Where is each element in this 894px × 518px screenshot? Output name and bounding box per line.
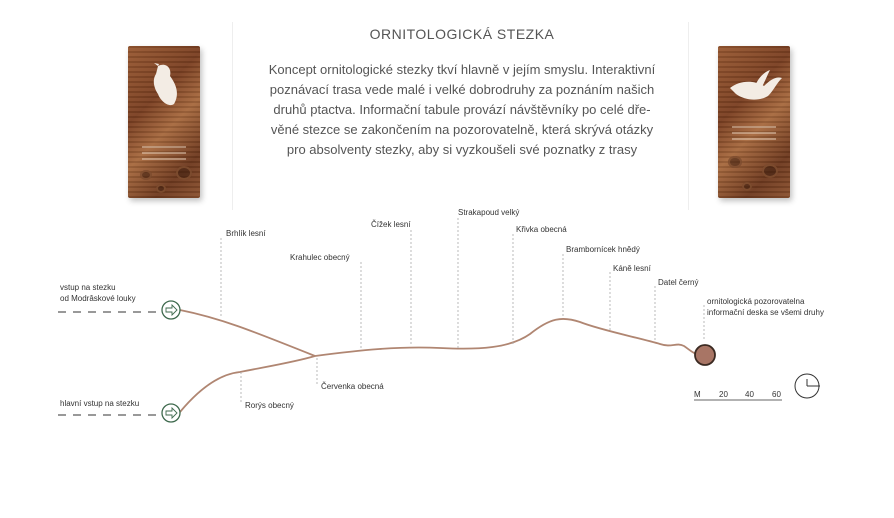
endpoint-label: ornitologická pozorovatelna — [707, 297, 805, 306]
station-label: Datel černý — [658, 278, 699, 287]
station-label: Červenka obecná — [321, 382, 384, 391]
description-line: pro absolventy stezky, aby si vyzkoušeli své poznatky z trasy — [286, 142, 638, 157]
entrance-arrow-icon — [162, 301, 180, 319]
station-label: Brambornícek hnědý — [566, 245, 640, 254]
description-line: věné stezce se zakončením na pozorovatelně, která skrývá otázky — [270, 122, 654, 137]
entrance-label: od Modrâskové louky — [60, 294, 136, 303]
scale-bar — [694, 390, 782, 400]
station-label: Čížek lesní — [371, 220, 411, 229]
station-label: Brhlík lesní — [226, 229, 266, 238]
north-arrow-icon — [795, 374, 820, 398]
scale-tick: 60 — [772, 390, 781, 399]
description-line: poznávací trasa vede malé i velké dobrodruhy za poznáním našich — [269, 82, 655, 97]
entrance-label: vstup na stezku — [60, 283, 116, 292]
endpoint-label: informační deska se všemi druhy — [707, 308, 824, 317]
trail-main — [180, 310, 703, 356]
description-line: Koncept ornitologické stezky tkví hlavně v jejím smyslu. Interaktivní — [268, 62, 656, 77]
scale-tick: 40 — [745, 390, 754, 399]
scale-tick: 20 — [719, 390, 728, 399]
scale-unit: M — [694, 390, 701, 399]
page-title: ORNITOLOGICKÁ STEZKA — [369, 26, 555, 42]
station-label: Strakapoud velký — [458, 208, 520, 217]
entrance-label: hlavní vstup na stezku — [60, 399, 140, 408]
station-label: Káně lesní — [613, 264, 651, 273]
entrance-arrow-icon — [162, 404, 180, 422]
station-label: Rorýs obecný — [245, 401, 294, 410]
description-line: druhů ptactva. Informační tabule provází návštěvníky po celé dře- — [273, 102, 651, 117]
observation-tower-marker — [695, 345, 715, 365]
station-label: Křivka obecná — [516, 225, 567, 234]
station-label: Krahulec obecný — [290, 253, 350, 262]
